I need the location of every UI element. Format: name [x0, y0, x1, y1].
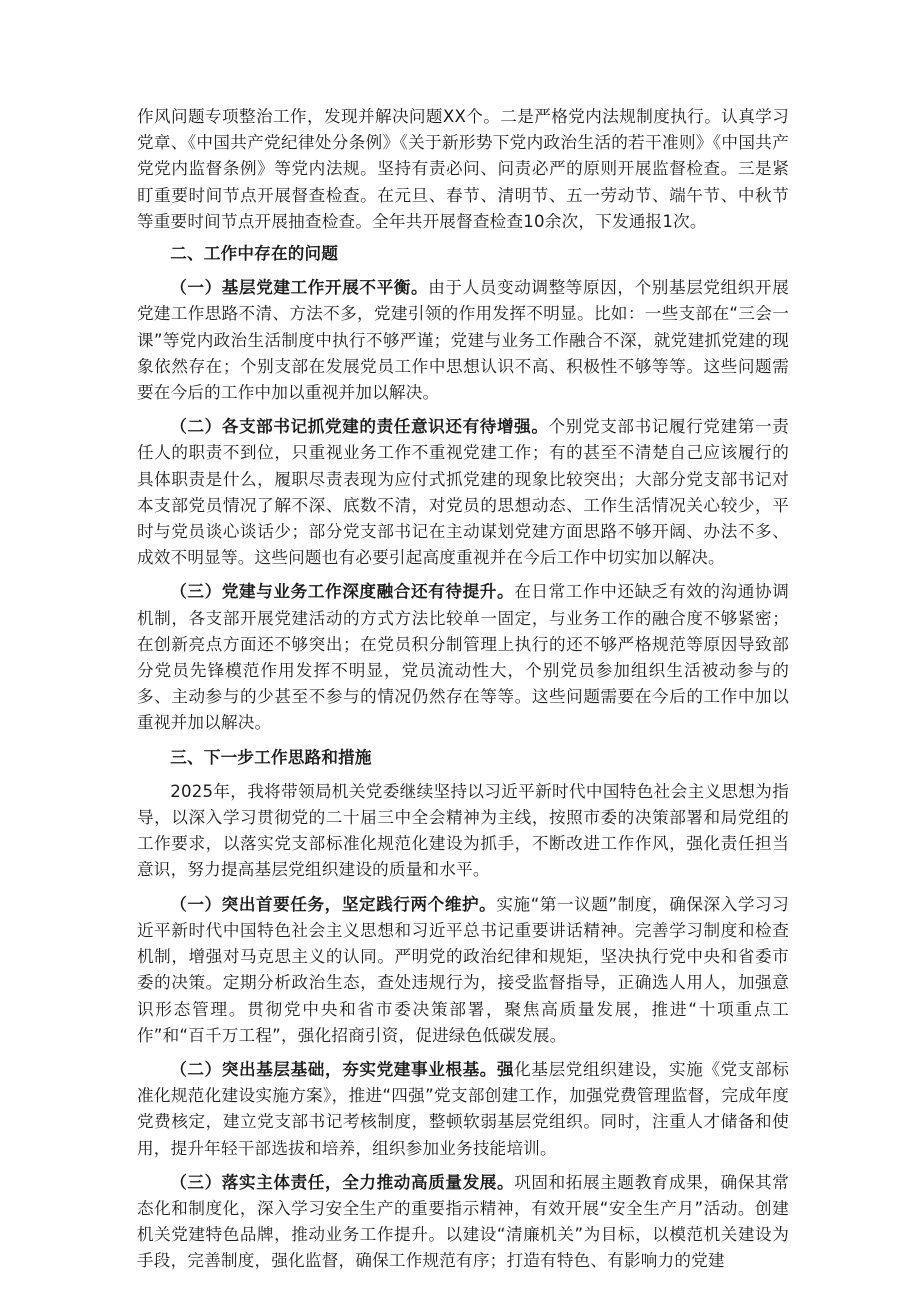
paragraph-problem-1: [137, 275, 789, 406]
paragraph-lead: （三）党建与业务工作深度融合还有待提升。: [170, 582, 515, 602]
paragraph-intro: [137, 104, 789, 235]
paragraph-text: 2025年，我将带领局机关党委继续坚持以习近平新时代中国特色社会主义思想为指导，以深入学习贯彻党的二十届三中全会精神为主线，按照市委的决策部署和局党组的工作要求，以落实党支部标准化规范化建设为抓手，不断改进工作作风，强化责任担当意识，努力提高基层党组织建设的质量和水平。: [137, 781, 789, 880]
paragraph-lead: （一）基层党建工作开展不平衡。: [170, 278, 429, 298]
paragraph-text: 个别党支部书记履行党建第一责任人的职责不到位，只重视业务工作不重视党建工作；有的甚至不清楚自己应该履行的具体职责是什么，履职尽责表现为应付式抓党建的现象比较突出；大部分党支部书记对本支部党员情况了解不深、底数不清，对党员的思想动态、工作生活情况关心较少，平时与党员谈心谈话少；部分党支部书记在主动谋划党建方面思路不够开阔、办法不多、成效不明显等。这些问题也有必要引起高度重视并在今后工作中切实加以解决。: [137, 417, 789, 568]
section-heading-problems: 二、工作中存在的问题: [170, 244, 339, 264]
paragraph-text: 化基层党组织建设，实施《党支部标准化规范化建设实施方案》，推进“四强”党支部创建工作，加强党费管理监督，完成年度党费核定，建立党支部书记考核制度，整顿软弱基层党组织。同时，注重人才储备和使用，提升年轻干部选拔和培养，组织参加业务技能培训。: [137, 1059, 790, 1158]
paragraph-measure-1: [137, 892, 789, 1049]
paragraph-problem-2: [137, 414, 789, 571]
paragraph-lead: （二）各支部书记抓党建的责任意识还有待增强。: [170, 417, 549, 437]
paragraph-text: 在日常工作中还缺乏有效的沟通协调机制，各支部开展党建活动的方式方法比较单一固定，与业务工作的融合度不够紧密；在创新亮点方面还不够突出；在党员积分制管理上执行的还不够严格规范等原因导致部分党员先锋模范作用发挥不明显，党员流动性大，个别党员参加组织生活被动参与的多、主动参与的少甚至不参与的情况仍然存在等等。这些问题需要在今后的工作中加以重视并加以解决。: [137, 582, 790, 733]
paragraph-measure-2: [137, 1057, 789, 1162]
paragraph-text: 实施“第一议题”制度，确保深入学习习近平新时代中国特色社会主义思想和习近平总书记重要讲话精神。完善学习制度和检查机制，增强对马克思主义的认同。严明党的政治纪律和规矩，坚决执行党中央和省委市委的决策。定期分析政治生态，查处违规行为，接受监督指导，正确选人用人，加强意识形态管理。贯彻党中央和省市委决策部署，聚焦高质量发展，推进“十项重点工作”和“百千万工程”，强化招商引资，促进绿色低碳发展。: [137, 894, 789, 1045]
paragraph-text: 作风问题专项整治工作，发现并解决问题XX个。二是严格党内法规制度执行。认真学习党章、《中国共产党纪律处分条例》《关于新形势下党内政治生活的若干准则》《中国共产党党内监督条例》等党内法规。坚持有责必问、问责必严的原则开展监督检查。三是紧盯重要时间节点开展督查检查。在元旦、春节、清明节、五一劳动节、端午节、中秋节等重要时间节点开展抽查检查。全年共开展督查检查10余次，下发通报1次。: [137, 107, 789, 231]
paragraph-lead: （二）突出基层基础，夯实党建事业根基。强: [170, 1059, 515, 1079]
section-heading-next-steps: 三、下一步工作思路和措施: [170, 747, 372, 767]
document-body: [137, 104, 789, 1283]
paragraph-text: 巩固和拓展主题教育成果，确保其常态化和制度化，深入学习安全生产的重要指示精神，有效开展“安全生产月”活动。创建机关党建特色品牌，推动业务工作提升。以建设“清廉机关”为目标，以模范机关建设为手段，完善制度，强化监督，确保工作规范有序；打造有特色、有影响力的党建: [137, 1172, 790, 1271]
paragraph-lead: （一）突出首要任务，坚定践行两个维护。: [170, 894, 497, 914]
paragraph-lead: （三）落实主体责任，全力推动高质量发展。: [170, 1172, 515, 1192]
paragraph-text: 由于人员变动调整等原因，个别基层党组织开展党建工作思路不清、方法不多，党建引领的作用发挥不明显。比如：一些支部在“三会一课”等党内政治生活制度中执行不够严谨；党建与业务工作融合不深，就党建抓党建的现象依然存在；个别支部在发展党员工作中思想认识不高、积极性不够等等。这些问题需要在今后的工作中加以重视并加以解决。: [137, 278, 790, 403]
paragraph-measure-3: [137, 1170, 789, 1275]
paragraph-problem-3: [137, 579, 789, 736]
paragraph-2025-plan: [137, 779, 789, 884]
